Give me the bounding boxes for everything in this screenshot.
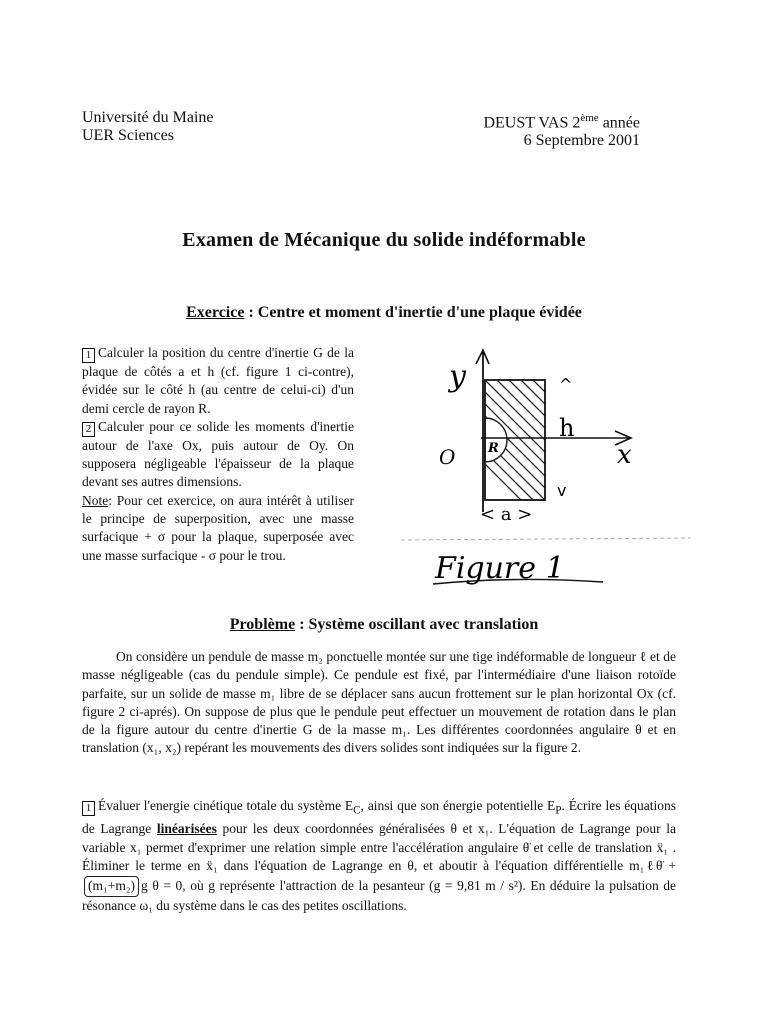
- q1-part3: . Écrire les équations de Lagrange: [82, 798, 676, 837]
- exercise-heading-sep: :: [244, 304, 258, 321]
- exercise-question-2: [82, 418, 354, 492]
- q1-equation-b: (m₁+m₂): [84, 876, 139, 897]
- height-label: h: [559, 414, 575, 442]
- note-label: Note: [82, 492, 109, 508]
- plate-hatching: [455, 340, 595, 574]
- exercise-heading-label: Exercice: [186, 304, 245, 321]
- y-label: y: [449, 359, 466, 394]
- radius-label: R: [488, 441, 499, 456]
- department-name: UER Sciences: [82, 127, 174, 144]
- course-level-post: année: [598, 114, 640, 132]
- course-level: [483, 109, 640, 132]
- exercise-question-1-text: Calculer la position du centre d'inertie G de la plaque de côtés a et h (cf. figure 1 ci-contre), évidée sur le côté h (au centre de celui-ci) d'un demi cercle de rayon R.: [82, 345, 354, 416]
- figure-caption: Figure 1: [435, 551, 565, 586]
- q1-equation-a: m₁ℓθ̈ +: [629, 858, 676, 874]
- question-number-box: 1: [82, 348, 95, 363]
- q1-part5: où g représente l'attraction de la pesanteur (g = 9,81 m / s²). En déduire la pulsation de résonance ω₁ du système dans le cas des petites oscillations.: [82, 878, 676, 913]
- exercise-question-1: [82, 344, 354, 418]
- q1-ec-sub: C: [353, 804, 361, 817]
- width-label: < a >: [480, 504, 533, 525]
- question-number-box: 1: [82, 801, 95, 816]
- q1-part2: , ainsi que son énergie potentielle E: [360, 798, 556, 813]
- height-top-mark: ^: [559, 375, 573, 394]
- height-bottom-mark: v: [557, 481, 567, 500]
- x-label: x: [617, 440, 632, 470]
- q1-part1: Évaluer l'energie cinétique totale du système E: [98, 798, 354, 813]
- q1-bold: linéarisées: [156, 821, 217, 837]
- exercise-heading-text: Centre et moment d'inertie d'une plaque évidée: [257, 304, 582, 321]
- course-level-sup: ème: [580, 112, 599, 124]
- exercise-heading: [0, 304, 768, 322]
- problem-question-1: [82, 797, 676, 915]
- problem-question-1-text: [82, 797, 676, 915]
- header-right: [483, 109, 640, 150]
- scan-line: [401, 538, 691, 540]
- exercise-body: [82, 344, 354, 565]
- header-left: [82, 109, 214, 145]
- q1-part4: pour les deux coordonnées généralisées θ et x₁. L'équation de Lagrange pour la variable x₁ permet d'exprimer une relation simple entre l'accélération angulaire θ̈ et celle de translation ẍ₁ . Éliminer le terme en ẍ₁ dans l'équation de Lagrange en θ, et aboutir à l'équation différentielle: [82, 821, 676, 874]
- problem-intro: [82, 648, 676, 758]
- q1-ep-sub: P: [555, 804, 562, 817]
- university-name: Université du Maine: [82, 109, 214, 126]
- problem-heading-sep: :: [295, 616, 309, 633]
- exam-date: 6 Septembre 2001: [523, 132, 640, 150]
- course-level-pre: DEUST VAS 2: [483, 114, 581, 132]
- problem-intro-text: On considère un pendule de masse m₂ ponctuelle montée sur une tige indéformable de longueur ℓ et de masse négligeable (cas du pendule simple). Ce pendule est fixé, par l'intermédiaire d'une liaison rotoïde parfaite, sur un solide de masse m₁ libre de se déplacer sans aucun frottement sur le plan horizontal Ox (cf. figure 2 ci-aprés). On suppose de plus que le pendule peut effectuer un mouvement de rotation dans le plan de la figure autour du centre d'inertie G de la masse m₁. Les différentes coordonnées angulaire θ et en translation (x₁, x₂) repérant les mouvements des divers solides sont indiquées sur la figure 2.: [82, 649, 676, 756]
- figure-1: [395, 340, 695, 590]
- exercise-note: [82, 492, 354, 565]
- problem-heading-label: Problème: [229, 616, 296, 633]
- note-text: : Pour cet exercice, on aura intérêt à utiliser le principe de superposition, avec une masse surfacique + σ pour la plaque, superposée avec une masse surfacique - σ pour le trou.: [82, 492, 354, 563]
- page-title: Examen de Mécanique du solide indéformable: [182, 229, 586, 251]
- exercise-question-2-text: Calculer pour ce solide les moments d'inertie autour de l'axe Ox, puis autour de Oy. On supposera négligeable l'épaisseur de la plaque devant ses autres dimensions.: [82, 418, 354, 490]
- problem-heading: [0, 616, 768, 634]
- problem-heading-text: Système oscillant avec translation: [308, 616, 539, 633]
- q1-equation-c: g θ = 0,: [141, 878, 186, 894]
- origin-label: O: [439, 445, 456, 469]
- question-number-box: 2: [82, 422, 95, 437]
